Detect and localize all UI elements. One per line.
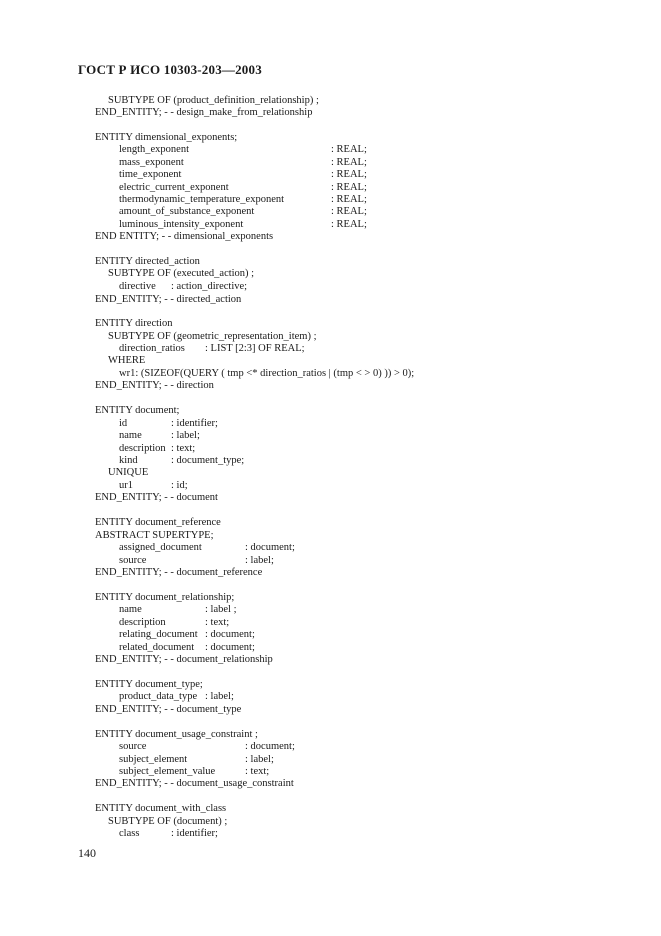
code-line: source — [119, 741, 147, 752]
code-line: electric_current_exponent — [119, 182, 229, 193]
attribute-type: : text; — [171, 443, 196, 454]
attribute-type: : label; — [245, 754, 274, 765]
attribute-type: : REAL; — [331, 194, 367, 205]
code-line: class — [119, 828, 140, 839]
code-line: ENTITY document; — [95, 405, 180, 416]
code-line: END ENTITY; - - dimensional_exponents — [95, 231, 274, 242]
attribute-type: : document; — [205, 642, 255, 653]
code-line: ABSTRACT SUPERTYPE; — [95, 530, 214, 541]
code-line: amount_of_substance_exponent — [119, 206, 255, 217]
attribute-type: : action_directive; — [171, 281, 248, 292]
code-line: subject_element_value — [119, 766, 216, 777]
attribute-type: : REAL; — [331, 219, 367, 230]
code-line: END_ENTITY; - - design_make_from_relationship — [95, 107, 313, 118]
code-line: UNIQUE — [108, 467, 149, 478]
code-line: END_ENTITY; - - document_relationship — [95, 654, 273, 665]
code-line: END_ENTITY; - - document_type — [95, 704, 242, 715]
code-line: END_ENTITY; - - document_usage_constraint — [95, 778, 294, 789]
code-line: relating_document — [119, 629, 198, 640]
code-line: ur1 — [119, 480, 133, 491]
code-line: ENTITY document_usage_constraint ; — [95, 729, 258, 740]
attribute-type: : LIST [2:3] OF REAL; — [205, 343, 305, 354]
code-line: subject_element — [119, 754, 188, 765]
attribute-type: : label ; — [205, 604, 237, 615]
code-line: id — [119, 418, 128, 429]
attribute-type: : REAL; — [331, 169, 367, 180]
code-line: SUBTYPE OF (document) ; — [108, 816, 228, 827]
code-line: wr1: (SIZEOF(QUERY ( tmp <* direction_ratios | (tmp < > 0) )) > 0); — [119, 368, 415, 379]
code-line: ENTITY document_type; — [95, 679, 203, 690]
code-line: directive — [119, 281, 156, 292]
attribute-type: : label; — [245, 555, 274, 566]
attribute-type: : REAL; — [331, 182, 367, 193]
attribute-type: : label; — [205, 691, 234, 702]
attribute-type: : text; — [245, 766, 270, 777]
code-line: description — [119, 443, 166, 454]
code-line: END_ENTITY; - - document_reference — [95, 567, 263, 578]
attribute-type: : REAL; — [331, 206, 367, 217]
code-line: ENTITY document_relationship; — [95, 592, 235, 603]
code-line: END_ENTITY; - - document — [95, 492, 218, 503]
attribute-type: : id; — [171, 480, 188, 491]
page-number: 140 — [78, 846, 96, 860]
code-line: END_ENTITY; - - direction — [95, 380, 214, 391]
attribute-type: : label; — [171, 430, 200, 441]
code-line: ENTITY document_with_class — [95, 803, 227, 814]
attribute-type: : REAL; — [331, 157, 367, 168]
attribute-type: : identifier; — [171, 828, 218, 839]
code-line: description — [119, 617, 166, 628]
code-line: ENTITY directed_action — [95, 256, 200, 267]
attribute-type: : document_type; — [171, 455, 245, 466]
code-line: length_exponent — [119, 144, 189, 155]
code-line: SUBTYPE OF (geometric_representation_item) ; — [108, 331, 317, 342]
code-line: direction_ratios — [119, 343, 185, 354]
attribute-type: : identifier; — [171, 418, 218, 429]
attribute-type: : document; — [245, 741, 295, 752]
code-line: luminous_intensity_exponent — [119, 219, 244, 230]
attribute-type: : document; — [205, 629, 255, 640]
code-line: time_exponent — [119, 169, 182, 180]
code-line: mass_exponent — [119, 157, 184, 168]
code-line: ENTITY document_reference — [95, 517, 221, 528]
code-line: ENTITY dimensional_exponents; — [95, 132, 238, 143]
code-line: WHERE — [108, 355, 146, 366]
page-header: ГОСТ Р ИСО 10303-203—2003 — [78, 62, 262, 77]
code-line: product_data_type — [119, 691, 198, 702]
code-line: END_ENTITY; - - directed_action — [95, 294, 242, 305]
code-line: ENTITY direction — [95, 318, 173, 329]
code-line: related_document — [119, 642, 195, 653]
attribute-type: : document; — [245, 542, 295, 553]
code-line: SUBTYPE OF (product_definition_relationship) ; — [108, 95, 319, 106]
attribute-type: : text; — [205, 617, 230, 628]
code-line: name — [119, 430, 142, 441]
code-line: thermodynamic_temperature_exponent — [119, 194, 285, 205]
code-line: name — [119, 604, 142, 615]
code-line: kind — [119, 455, 138, 466]
code-line: source — [119, 555, 147, 566]
code-line: SUBTYPE OF (executed_action) ; — [108, 268, 255, 279]
code-line: assigned_document — [119, 542, 202, 553]
attribute-type: : REAL; — [331, 144, 367, 155]
